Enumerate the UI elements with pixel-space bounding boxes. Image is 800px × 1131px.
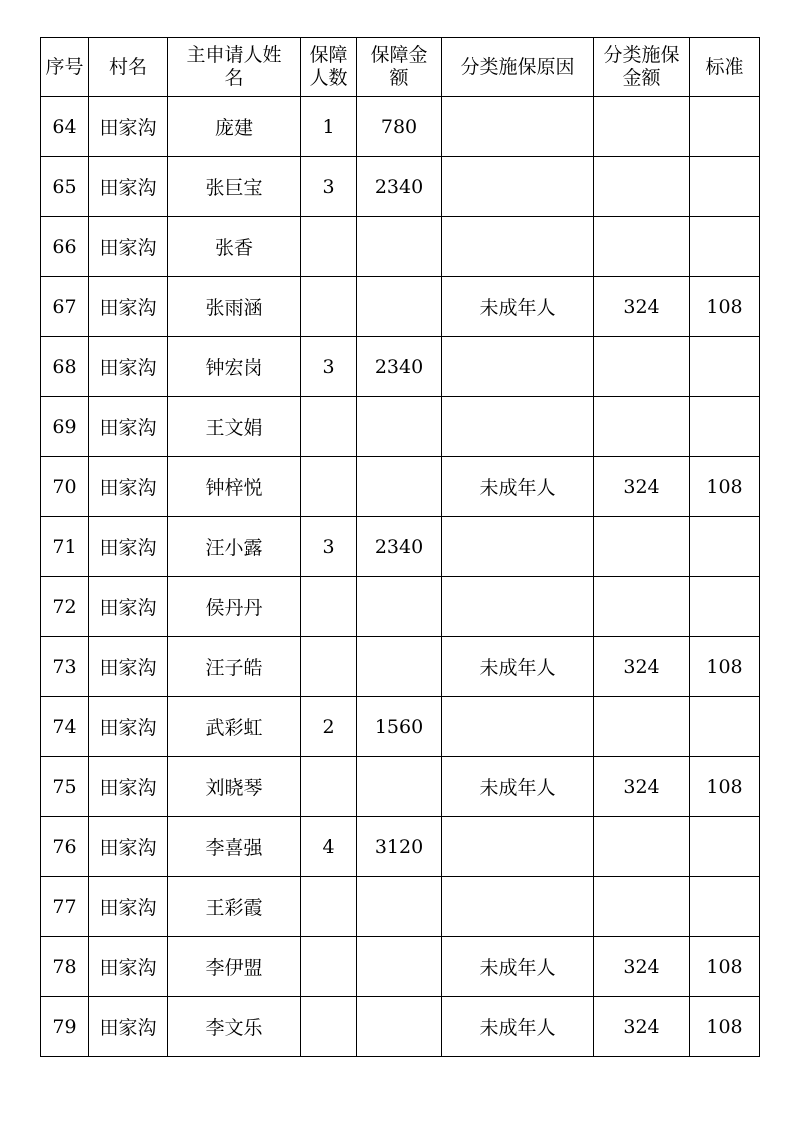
cell-village: 田家沟 [89,337,168,397]
cell-village: 田家沟 [89,397,168,457]
cell-classification-amount [594,697,690,757]
cell-applicant-name: 钟梓悦 [168,457,301,517]
table-row [41,817,760,877]
cell-seq: 76 [41,817,89,877]
cell-people-count: 1 [301,97,357,157]
cell-people-count: 2 [301,697,357,757]
cell-applicant-name: 刘晓琴 [168,757,301,817]
cell-seq: 68 [41,337,89,397]
cell-applicant-name: 王文娟 [168,397,301,457]
cell-classification-reason [442,217,594,277]
cell-amount [357,277,442,337]
assistance-roster-table [40,37,760,1057]
cell-amount: 780 [357,97,442,157]
table-row [41,337,760,397]
cell-classification-amount [594,157,690,217]
cell-village: 田家沟 [89,217,168,277]
cell-classification-amount [594,577,690,637]
cell-classification-reason: 未成年人 [442,937,594,997]
cell-seq: 64 [41,97,89,157]
cell-classification-reason: 未成年人 [442,457,594,517]
table-row [41,157,760,217]
cell-seq: 66 [41,217,89,277]
cell-seq: 74 [41,697,89,757]
cell-people-count [301,877,357,937]
cell-amount [357,877,442,937]
table-row [41,757,760,817]
cell-classification-reason [442,97,594,157]
cell-standard: 108 [690,997,760,1057]
cell-village: 田家沟 [89,517,168,577]
cell-classification-reason [442,337,594,397]
cell-standard [690,817,760,877]
cell-standard: 108 [690,637,760,697]
header-reason: 分类施保原因 [442,38,594,97]
cell-classification-reason: 未成年人 [442,277,594,337]
cell-amount [357,217,442,277]
cell-classification-reason: 未成年人 [442,757,594,817]
cell-seq: 77 [41,877,89,937]
header-amount: 保障金额 [357,38,442,97]
cell-applicant-name: 侯丹丹 [168,577,301,637]
cell-people-count [301,937,357,997]
cell-people-count [301,997,357,1057]
cell-village: 田家沟 [89,697,168,757]
cell-applicant-name: 李文乐 [168,997,301,1057]
cell-classification-reason [442,817,594,877]
cell-seq: 67 [41,277,89,337]
cell-amount: 2340 [357,517,442,577]
cell-amount [357,937,442,997]
cell-amount [357,397,442,457]
table-row [41,517,760,577]
table-row [41,97,760,157]
cell-village: 田家沟 [89,97,168,157]
cell-classification-amount [594,517,690,577]
header-village: 村名 [89,38,168,97]
cell-village: 田家沟 [89,457,168,517]
header-row [41,38,760,97]
cell-people-count: 4 [301,817,357,877]
cell-classification-amount: 324 [594,757,690,817]
cell-people-count [301,397,357,457]
cell-standard [690,517,760,577]
cell-standard [690,577,760,637]
header-standard: 标准 [690,38,760,97]
table-row [41,637,760,697]
table-row [41,997,760,1057]
cell-classification-reason: 未成年人 [442,997,594,1057]
cell-classification-reason [442,517,594,577]
cell-standard: 108 [690,457,760,517]
cell-amount: 3120 [357,817,442,877]
table-row [41,277,760,337]
table-row [41,577,760,637]
cell-applicant-name: 李伊盟 [168,937,301,997]
cell-classification-amount: 324 [594,997,690,1057]
cell-standard [690,397,760,457]
cell-amount [357,757,442,817]
cell-people-count [301,637,357,697]
cell-standard [690,217,760,277]
header-class-amount: 分类施保金额 [594,38,690,97]
cell-standard [690,877,760,937]
cell-classification-reason [442,397,594,457]
cell-applicant-name: 武彩虹 [168,697,301,757]
cell-seq: 78 [41,937,89,997]
cell-seq: 79 [41,997,89,1057]
cell-village: 田家沟 [89,577,168,637]
cell-people-count [301,217,357,277]
cell-amount [357,577,442,637]
table-row [41,397,760,457]
cell-seq: 70 [41,457,89,517]
cell-standard: 108 [690,757,760,817]
cell-standard [690,697,760,757]
cell-village: 田家沟 [89,817,168,877]
table-row [41,457,760,517]
cell-classification-amount [594,217,690,277]
cell-classification-amount: 324 [594,637,690,697]
cell-people-count: 3 [301,517,357,577]
cell-people-count: 3 [301,157,357,217]
cell-classification-reason [442,697,594,757]
cell-applicant-name: 汪小露 [168,517,301,577]
cell-amount [357,997,442,1057]
cell-classification-amount [594,877,690,937]
cell-standard: 108 [690,277,760,337]
cell-classification-amount [594,397,690,457]
cell-amount [357,457,442,517]
cell-village: 田家沟 [89,637,168,697]
cell-classification-amount [594,97,690,157]
cell-people-count [301,577,357,637]
document-page [40,37,759,1057]
cell-standard [690,97,760,157]
cell-people-count [301,277,357,337]
cell-amount [357,637,442,697]
cell-classification-amount [594,817,690,877]
cell-classification-amount: 324 [594,277,690,337]
cell-classification-amount: 324 [594,937,690,997]
cell-classification-reason [442,877,594,937]
table-row [41,877,760,937]
table-body [41,97,760,1057]
cell-people-count [301,457,357,517]
cell-seq: 73 [41,637,89,697]
cell-applicant-name: 张雨涵 [168,277,301,337]
cell-seq: 72 [41,577,89,637]
cell-people-count [301,757,357,817]
cell-classification-reason [442,577,594,637]
cell-seq: 65 [41,157,89,217]
cell-seq: 75 [41,757,89,817]
cell-village: 田家沟 [89,997,168,1057]
cell-classification-amount [594,337,690,397]
table-row [41,937,760,997]
table-row [41,217,760,277]
cell-classification-reason [442,157,594,217]
header-people: 保障人数 [301,38,357,97]
cell-classification-amount: 324 [594,457,690,517]
cell-applicant-name: 王彩霞 [168,877,301,937]
cell-people-count: 3 [301,337,357,397]
table-header [41,38,760,97]
cell-village: 田家沟 [89,157,168,217]
cell-applicant-name: 钟宏岗 [168,337,301,397]
cell-standard: 108 [690,937,760,997]
header-seq: 序号 [41,38,89,97]
cell-amount: 2340 [357,337,442,397]
cell-village: 田家沟 [89,757,168,817]
cell-classification-reason: 未成年人 [442,637,594,697]
cell-village: 田家沟 [89,277,168,337]
cell-applicant-name: 李喜强 [168,817,301,877]
cell-applicant-name: 庞建 [168,97,301,157]
cell-standard [690,157,760,217]
cell-amount: 1560 [357,697,442,757]
header-applicant: 主申请人姓名 [168,38,301,97]
cell-village: 田家沟 [89,877,168,937]
cell-applicant-name: 汪子皓 [168,637,301,697]
cell-village: 田家沟 [89,937,168,997]
cell-seq: 69 [41,397,89,457]
cell-seq: 71 [41,517,89,577]
cell-amount: 2340 [357,157,442,217]
table-row [41,697,760,757]
cell-standard [690,337,760,397]
cell-applicant-name: 张巨宝 [168,157,301,217]
cell-applicant-name: 张香 [168,217,301,277]
